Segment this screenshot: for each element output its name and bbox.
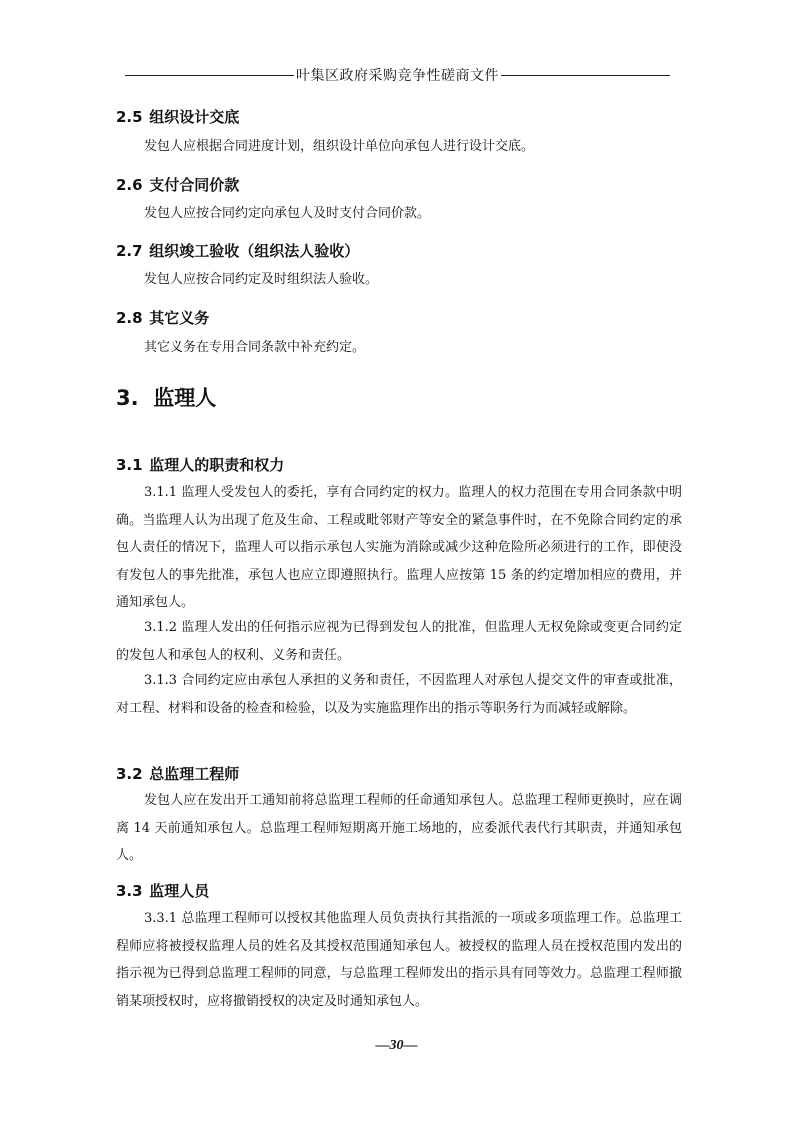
paragraph-3-3-1: 3.3.1 总监理工程师可以授权其他监理人员负责执行其指派的一项或多项监理工作。总监理工程师应将被授权监理人员的姓名及其授权范围通知承包人。被授权的监理人员在授权范围内发出的指示视为已得到总监理工程师的同意，与总监理工程师发出的指示具有同等效力。总监理工程师撤销某项授权时，应将撤销授权的决定及时通知承包人。 (116, 911, 682, 1009)
chapter-heading-3 (116, 382, 216, 412)
paragraph: 发包人应按合同约定及时组织法人验收。 (144, 272, 379, 287)
section-number: 3.3 (116, 882, 143, 900)
page-header (125, 64, 670, 86)
section-title: 其它义务 (149, 309, 210, 327)
section-title: 组织设计交底 (149, 108, 240, 126)
paragraph: 其它义务在专用合同条款中补充约定。 (144, 340, 366, 355)
chapter-title: 监理人 (153, 386, 217, 410)
section-title: 总监理工程师 (149, 765, 240, 783)
section-number: 2.6 (116, 176, 143, 194)
paragraph-3-1-2: 3.1.2 监理人发出的任何指示应视为已得到发包人的批准，但监理人无权免除或变更合同约定的发包人和承包人的权利、义务和责任。 (116, 620, 682, 663)
section-number: 2.5 (116, 108, 143, 126)
header-rule-right (501, 75, 670, 76)
section-heading-3-2 (116, 763, 239, 784)
paragraph: 发包人应按合同约定向承包人及时支付合同价款。 (144, 206, 431, 221)
chapter-number: 3. (116, 386, 139, 410)
section-heading-2-7 (116, 240, 359, 261)
paragraph-3-1-3: 3.1.3 合同约定应由承包人承担的义务和责任，不因监理人对承包人提交文件的审查或批准，对工程、材料和设备的检查和检验，以及为实施监理作出的指示等职务行为而减轻或解除。 (116, 673, 682, 716)
section-number: 3.2 (116, 765, 143, 783)
section-title: 支付合同价款 (149, 176, 240, 194)
header-rule-left (125, 75, 294, 76)
section-heading-2-5 (116, 106, 239, 127)
document-title: 叶集区政府采购竞争性磋商文件 (296, 68, 499, 84)
paragraph-3-1-1: 3.1.1 监理人受发包人的委托，享有合同约定的权力。监理人的权力范围在专用合同条款中明确。当监理人认为出现了危及生命、工程或毗邻财产等安全的紧急事件时，在不免除合同约定的承包人责任的情况下，监理人可以指示承包人实施为消除或减少这种危险所必须进行的工作，即使没有发包人的事先批准，承包人也应立即遵照执行。监理人应按第 15 条的约定增加相应的费用，并通知承包人。 (116, 485, 682, 610)
paragraph: 发包人应根据合同进度计划，组织设计单位向承包人进行设计交底。 (144, 139, 535, 154)
section-title: 组织竣工验收（组织法人验收） (149, 242, 360, 260)
section-heading-2-6 (116, 174, 239, 195)
paragraph-3-2: 发包人应在发出开工通知前将总监理工程师的任命通知承包人。总监理工程师更换时，应在调离 14 天前通知承包人。总监理工程师短期离开施工场地的，应委派代表代行其职责，并通知承包人。 (116, 793, 682, 863)
section-number: 2.8 (116, 309, 143, 327)
section-title: 监理人员 (149, 882, 210, 900)
section-heading-3-3 (116, 880, 209, 901)
page-number: —30— (375, 1038, 418, 1053)
section-number: 2.7 (116, 242, 143, 260)
section-number: 3.1 (116, 456, 143, 474)
section-heading-2-8 (116, 307, 209, 328)
section-title: 监理人的职责和权力 (149, 456, 285, 474)
section-heading-3-1 (116, 454, 284, 475)
